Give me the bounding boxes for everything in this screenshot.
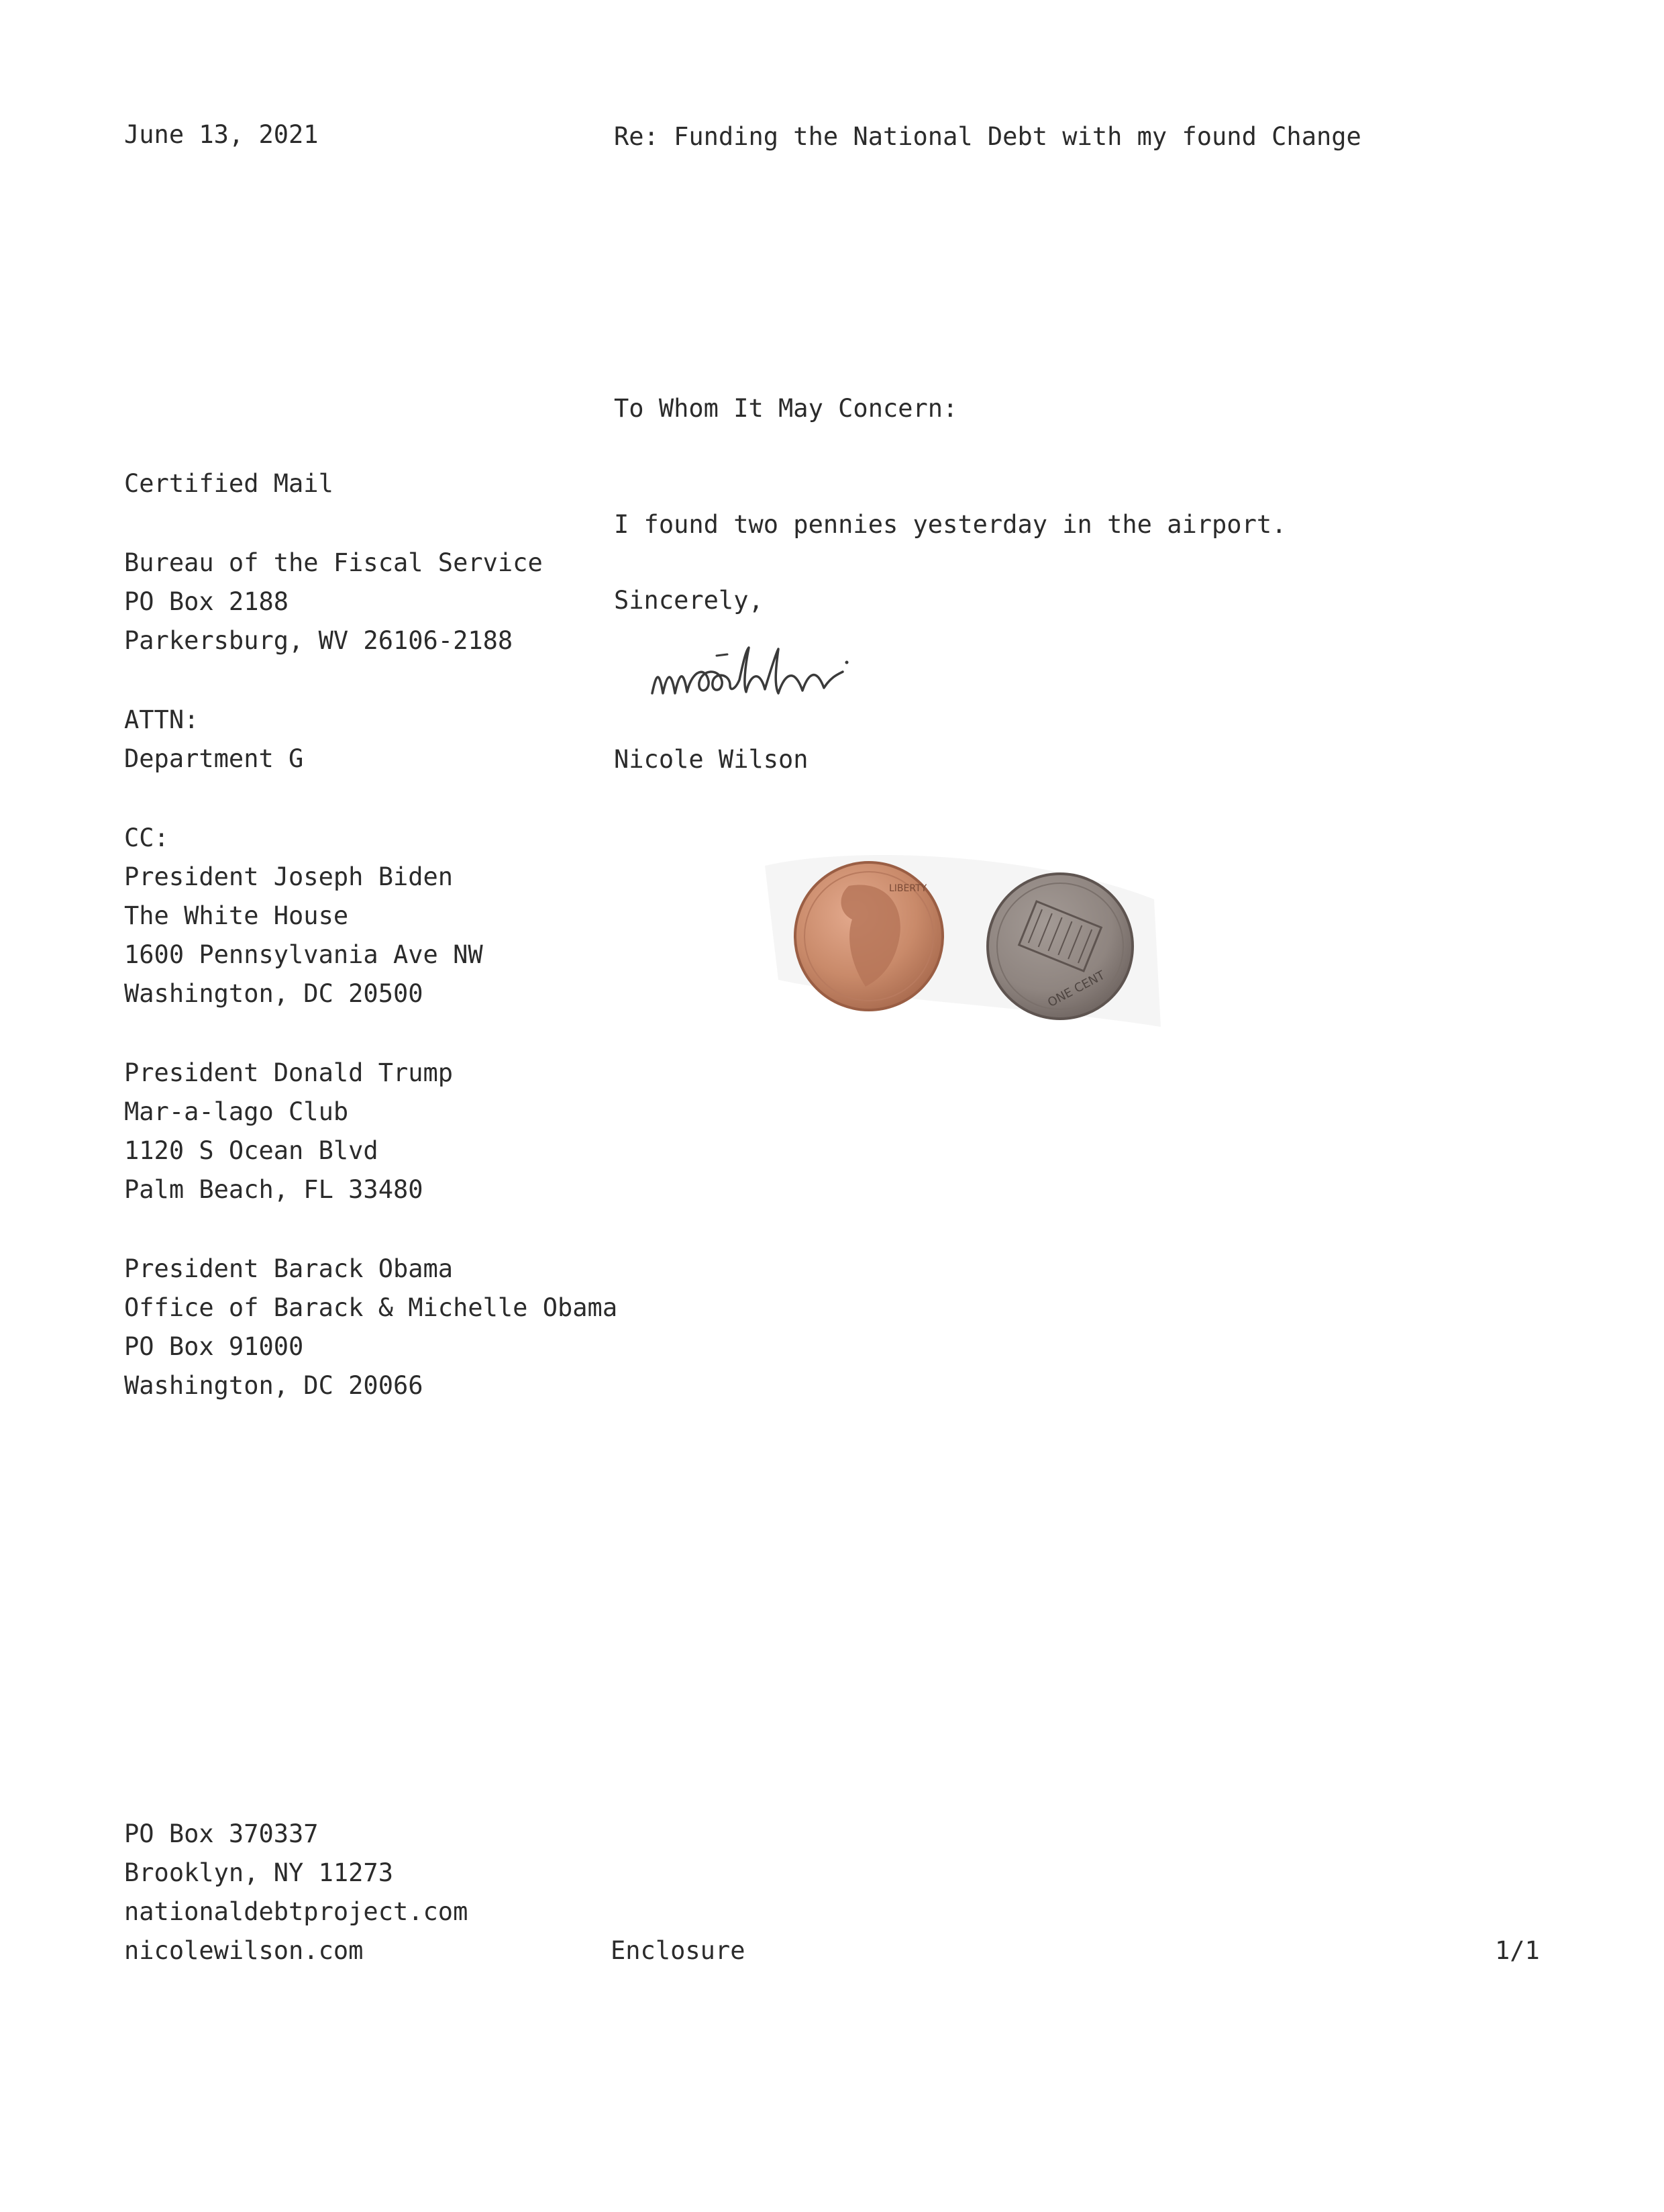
address-line: Palm Beach, FL 33480 <box>124 1175 423 1204</box>
cc-recipient <box>124 1250 617 1405</box>
mailing-method <box>124 464 617 503</box>
address-line: President Barack Obama <box>124 1254 454 1283</box>
closing: Sincerely, <box>614 586 764 615</box>
address-line: Washington, DC 20066 <box>124 1371 423 1400</box>
signature <box>644 627 993 715</box>
sender-line: Brooklyn, NY 11273 <box>124 1858 393 1887</box>
attention-block <box>124 701 617 778</box>
cc-recipient <box>124 1054 617 1209</box>
salutation: To Whom It May Concern: <box>614 394 958 423</box>
letter-body: I found two pennies yesterday in the airport. <box>614 510 1287 539</box>
sender-website: nicolewilson.com <box>124 1936 364 1965</box>
coin-back-text: ONE CENT <box>1045 968 1108 1010</box>
penny-front-icon <box>795 862 943 1010</box>
penny-back-icon <box>988 874 1133 1019</box>
sender-website: nationaldebtproject.com <box>124 1897 468 1926</box>
address-line: President Donald Trump <box>124 1058 454 1087</box>
address-line: President Joseph Biden <box>124 862 454 891</box>
coin-front-text: LIBERTY <box>889 883 927 894</box>
cc-block <box>124 819 617 1013</box>
address-line: Parkersburg, WV 26106-2188 <box>124 626 513 655</box>
page-number: 1/1 <box>1495 1936 1540 1965</box>
address-line: 1600 Pennsylvania Ave NW <box>124 940 483 969</box>
sender-line: PO Box 370337 <box>124 1819 319 1848</box>
address-line: 1120 S Ocean Blvd <box>124 1136 378 1165</box>
letter-subject: Re: Funding the National Debt with my found Change <box>614 122 1361 151</box>
address-line: PO Box 2188 <box>124 587 289 616</box>
coins-enclosure <box>751 805 1167 1074</box>
mailing-method-text: Certified Mail <box>124 469 333 498</box>
address-line: Bureau of the Fiscal Service <box>124 548 543 577</box>
enclosure-label: Enclosure <box>611 1936 745 1965</box>
address-line: Mar-a-lago Club <box>124 1097 349 1126</box>
address-line: Office of Barack & Michelle Obama <box>124 1293 618 1322</box>
address-line: PO Box 91000 <box>124 1332 304 1361</box>
address-line: Washington, DC 20500 <box>124 979 423 1008</box>
attention-label: ATTN: <box>124 705 199 734</box>
address-line: The White House <box>124 901 349 930</box>
sender-address <box>124 1815 468 1970</box>
signer-name: Nicole Wilson <box>614 745 809 774</box>
address-column <box>124 464 617 1405</box>
letter-date: June 13, 2021 <box>124 120 319 149</box>
attention-department: Department G <box>124 744 304 773</box>
cc-label: CC: <box>124 823 169 852</box>
recipient-address <box>124 544 617 660</box>
